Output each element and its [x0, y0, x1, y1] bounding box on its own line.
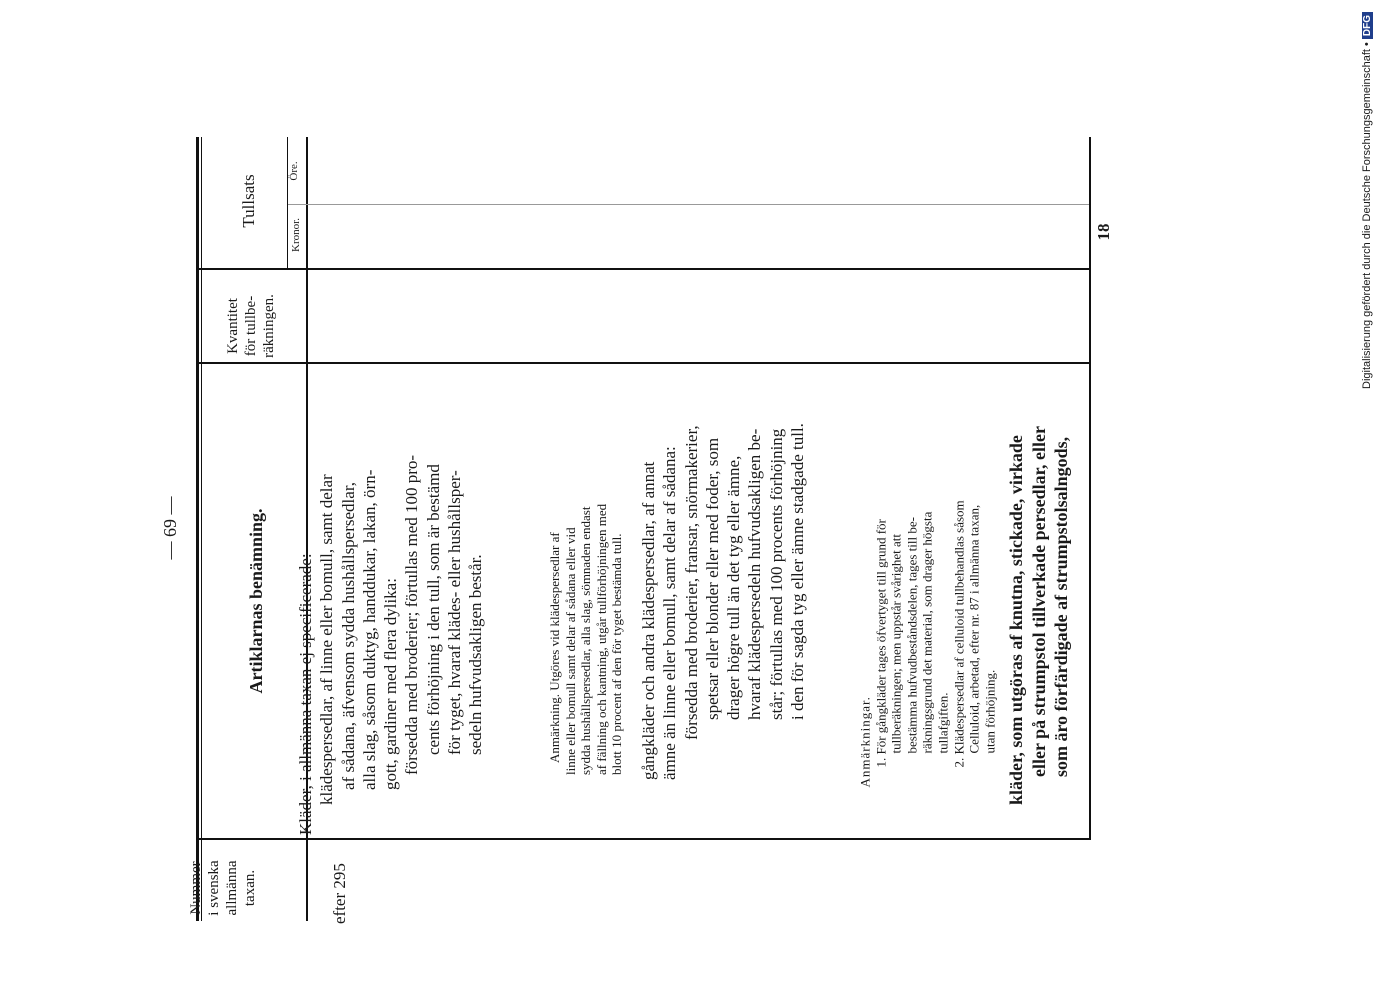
article-line: drager högre tull än det tyg eller ämne,	[724, 455, 743, 720]
header-quantity-column	[215, 281, 287, 371]
header-quantity-line: räkningen.	[261, 294, 277, 358]
article-line: i den för sagda tyg eller ämne stadgade tull.	[787, 423, 807, 720]
article-block-clothing	[295, 365, 485, 835]
note-line: Celluloid, arbetad, efter nr. 87 i allmänna taxan,	[966, 504, 982, 754]
note-line: blott 10 procent af den för tyget bestämda tull.	[609, 533, 625, 775]
article-line: cents förhöjning i den tull, som är bestämd	[423, 464, 443, 755]
header-name-column: Artiklarnas benämning.	[246, 508, 266, 694]
signature-mark: 18	[1094, 223, 1113, 241]
article-line: Kläder, i allmänna taxan ej specificerade:	[296, 553, 315, 835]
article-line: kläder, som utgöras af knutna, stickade, virkade	[1006, 435, 1026, 805]
article-line: gott, gardiner med flera dylika:	[381, 578, 400, 790]
article-line: hvaraf klädespersedeln hufvudsakligen be-	[745, 428, 765, 720]
article-line: för tyget, hvaraf klädes- eller hushållsper-	[444, 470, 464, 755]
article-line: sedeln hufvudsakligen består.	[466, 554, 485, 755]
article-line: försedda med broderier, fransar, snörmakerier,	[681, 425, 701, 740]
article-line: eller på strumpstol tillverkade persedlar, eller	[1028, 426, 1049, 777]
header-quantity-line: Kvantitet	[225, 298, 241, 354]
note-block-1	[547, 375, 627, 775]
table-bottom-rule	[1089, 137, 1091, 839]
article-line: försedda med broderier; förtullas med 100 pro-	[402, 454, 422, 775]
page-number: — 69 —	[160, 496, 180, 560]
article-line: klädespersedlar, af linne eller bomull, samt delar	[317, 474, 337, 805]
article-line: spetsar eller blonder eller med foder, som	[702, 437, 722, 720]
note-line: linne eller bomull samt delar af sådana eller vid	[562, 527, 578, 775]
header-quantity-line: för tullbe-	[243, 295, 259, 357]
article-line: ämne än linne eller bomull, samt delar af sådana:	[660, 446, 680, 780]
article-line: gångkläder och andra klädespersedlar, af annat	[639, 461, 658, 780]
note-line: af fällning och kantning, utgår tullförhöjningen med	[593, 503, 609, 775]
header-number-line: allmänna	[224, 860, 240, 916]
note-line: räkningsgrund det material, som drager högsta	[919, 511, 935, 754]
header-number-line: Nummer	[188, 861, 204, 915]
article-line: alla slag, såsom duktyg, handdukar, lakan, örn-	[359, 469, 379, 790]
note-line: bestämma hufvudbeståndsdelen, tages till be-	[904, 517, 920, 754]
notes-heading: Anmärkningar.	[857, 696, 873, 788]
table-top-rule	[196, 137, 199, 921]
row-number: efter 295	[330, 863, 349, 924]
article-line: af sådana, äfvensom sydda hushållspersedlar,	[338, 481, 358, 790]
note-line: 2. Klädespersedlar af celluloid tullbehandlas såsom	[951, 500, 967, 768]
note-line: tullafgiften.	[935, 692, 951, 754]
divider-rate-quantity	[199, 268, 1091, 270]
divider-name-number	[199, 838, 1091, 840]
note-line: sydda hushållspersedlar, alla slag, sömnaden endast	[578, 506, 594, 775]
header-number-line: taxan.	[242, 869, 258, 907]
header-number-line: i svenska	[206, 860, 222, 916]
digitization-caption	[1361, 9, 1379, 389]
article-block-knitted	[1005, 375, 1075, 805]
article-block-garments	[638, 360, 808, 780]
note-line: 1. För gångkläder tages öfvertyget till grund för	[873, 519, 889, 768]
notes-block	[857, 388, 998, 788]
divider-kronor-ore	[288, 204, 1089, 205]
note-line: utan förhöjning.	[982, 669, 998, 754]
article-line: står; förtullas med 100 procents förhöjning	[766, 428, 786, 720]
header-rate-ore: Öre.	[288, 161, 300, 181]
digitization-text: Digitalisierung gefördert durch die Deutsche Forschungsgemeinschaft •	[1361, 42, 1373, 389]
note-line: Anmärkning. Utgöres vid klädespersedlar af	[547, 532, 562, 763]
dfg-logo: DFG	[1362, 12, 1373, 39]
header-number-column	[175, 848, 271, 928]
note-line: tullberäkningen; men uppstår svårighet att	[888, 534, 904, 754]
table-top-rule-thin	[201, 137, 202, 921]
header-rate-column: Tullsats	[239, 174, 258, 228]
header-rate-kronor: Kronor.	[290, 218, 302, 252]
article-line: som äro förfärdigade af strumpstolsalngods,	[1051, 436, 1071, 777]
